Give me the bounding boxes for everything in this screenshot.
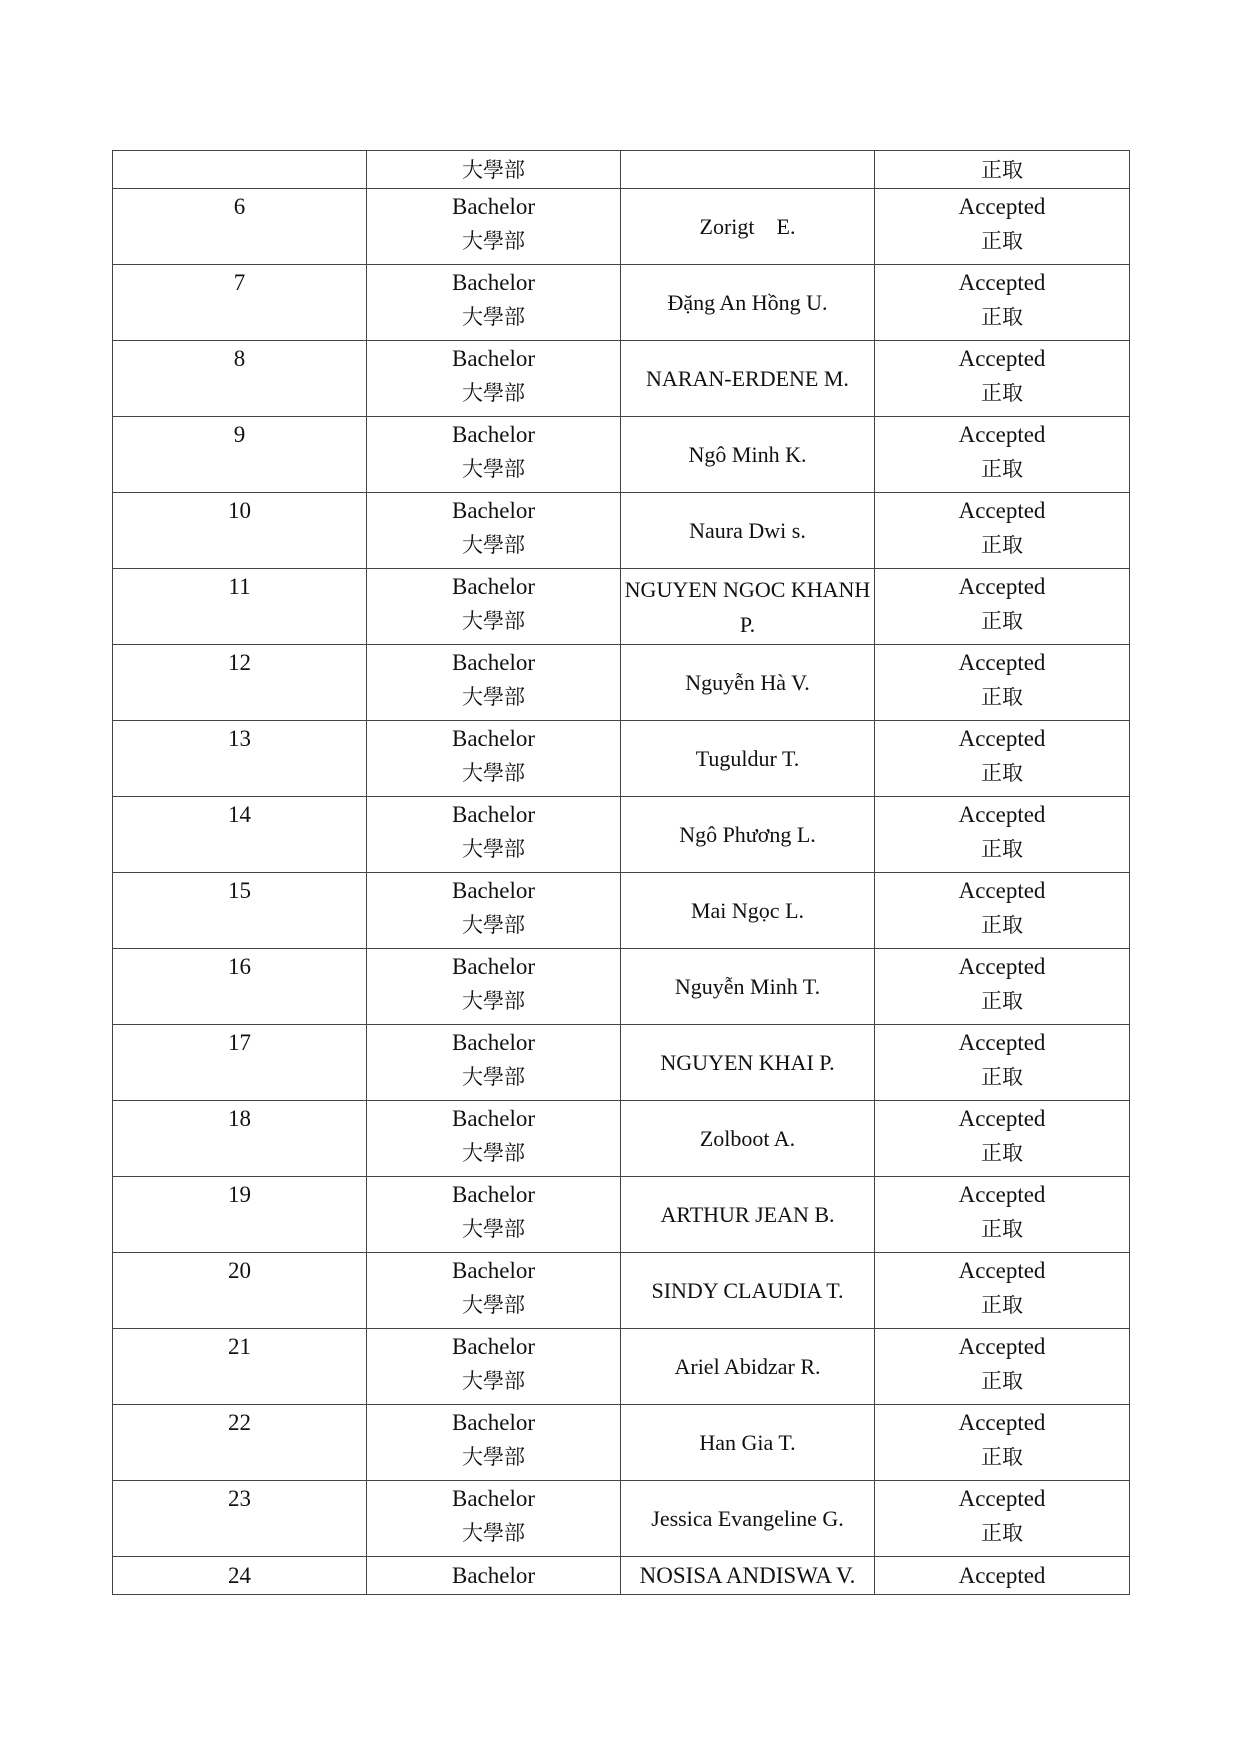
program-cell xyxy=(367,569,621,645)
status-cell xyxy=(875,1557,1130,1595)
applicant-name: Han Gia T. xyxy=(699,1430,796,1455)
table-row xyxy=(113,493,1130,569)
program-cell xyxy=(367,1101,621,1177)
name-cell xyxy=(621,341,875,417)
table-row xyxy=(113,341,1130,417)
program-cell xyxy=(367,1025,621,1101)
program-text: Bachelor xyxy=(451,1030,535,1055)
program-cell xyxy=(367,341,621,417)
results-table-body xyxy=(113,151,1130,1595)
no-cell xyxy=(113,873,367,949)
program-cell xyxy=(367,1557,621,1595)
no-cell xyxy=(113,797,367,873)
status-text: Accepted xyxy=(958,346,1046,371)
status-cell xyxy=(875,949,1130,1025)
program-text: Bachelor xyxy=(451,194,535,219)
program-text: Bachelor xyxy=(451,954,535,979)
status-text: Accepted xyxy=(958,954,1046,979)
status-cell xyxy=(875,645,1130,721)
program-cell xyxy=(367,265,621,341)
no-cell xyxy=(113,949,367,1025)
applicant-name: Zorigt E. xyxy=(699,214,796,239)
table-row xyxy=(113,949,1130,1025)
status-zh-text: 正取 xyxy=(981,609,1023,633)
no-cell xyxy=(113,341,367,417)
status-text: Accepted xyxy=(958,1563,1046,1588)
program-cell xyxy=(367,873,621,949)
program-zh-text: 大學部 xyxy=(462,533,525,557)
name-cell xyxy=(621,151,875,189)
applicant-name: Ariel Abidzar R. xyxy=(674,1354,821,1379)
program-text: Bachelor xyxy=(451,1334,535,1359)
status-zh-text: 正取 xyxy=(981,305,1023,329)
status-zh-text: 正取 xyxy=(981,1217,1023,1241)
applicant-name: Zolboot A. xyxy=(699,1126,796,1151)
status-zh-text: 正取 xyxy=(981,1521,1023,1545)
status-cell xyxy=(875,1405,1130,1481)
table-row xyxy=(113,569,1130,645)
name-cell xyxy=(621,1405,875,1481)
program-cell xyxy=(367,151,621,189)
table-row xyxy=(113,1329,1130,1405)
name-cell xyxy=(621,1329,875,1405)
table-row xyxy=(113,873,1130,949)
no-cell xyxy=(113,1253,367,1329)
status-text: Accepted xyxy=(958,574,1046,599)
name-cell xyxy=(621,873,875,949)
table-row xyxy=(113,1177,1130,1253)
program-zh-text: 大學部 xyxy=(462,1065,525,1089)
status-zh-text: 正取 xyxy=(981,533,1023,557)
status-text: Accepted xyxy=(958,1334,1046,1359)
program-zh-text: 大學部 xyxy=(462,229,525,253)
name-cell xyxy=(621,721,875,797)
program-cell xyxy=(367,721,621,797)
table-row xyxy=(113,417,1130,493)
table-row xyxy=(113,1025,1130,1101)
program-text: Bachelor xyxy=(451,574,535,599)
name-cell xyxy=(621,797,875,873)
row-number: 6 xyxy=(233,194,246,219)
row-number: 12 xyxy=(228,650,251,675)
program-text: Bachelor xyxy=(451,802,535,827)
no-cell xyxy=(113,265,367,341)
program-cell xyxy=(367,417,621,493)
name-cell xyxy=(621,645,875,721)
name-cell xyxy=(621,189,875,265)
applicant-name: Ngô Phương L. xyxy=(679,822,816,847)
program-zh-text: 大學部 xyxy=(462,1445,525,1469)
program-cell xyxy=(367,1177,621,1253)
program-zh-text: 大學部 xyxy=(462,1293,525,1317)
no-cell xyxy=(113,151,367,189)
program-zh-text: 大學部 xyxy=(462,1217,525,1241)
status-text: Accepted xyxy=(958,498,1046,523)
status-cell xyxy=(875,873,1130,949)
status-cell xyxy=(875,417,1130,493)
status-zh-text: 正取 xyxy=(981,1065,1023,1089)
status-zh-text: 正取 xyxy=(981,913,1023,937)
name-cell xyxy=(621,1177,875,1253)
status-text: Accepted xyxy=(958,1258,1046,1283)
status-zh-text: 正取 xyxy=(981,685,1023,709)
status-text: Accepted xyxy=(958,726,1046,751)
status-cell xyxy=(875,1101,1130,1177)
applicant-name: Tuguldur T. xyxy=(695,746,800,771)
name-cell xyxy=(621,1557,875,1595)
no-cell xyxy=(113,1481,367,1557)
name-cell xyxy=(621,1253,875,1329)
table-row-continued xyxy=(113,151,1130,189)
row-number: 10 xyxy=(228,498,251,523)
table-row xyxy=(113,189,1130,265)
applicant-name: NARAN-ERDENE M. xyxy=(646,366,849,391)
status-zh-text: 正取 xyxy=(981,761,1023,785)
program-text: Bachelor xyxy=(451,1486,535,1511)
row-number: 11 xyxy=(228,574,251,599)
row-number: 17 xyxy=(228,1030,251,1055)
applicant-name: NGUYEN KHAI P. xyxy=(660,1050,835,1075)
applicant-name: Ngô Minh K. xyxy=(688,442,807,467)
status-cell xyxy=(875,1025,1130,1101)
status-zh-text: 正取 xyxy=(981,1445,1023,1469)
status-text: Accepted xyxy=(958,1030,1046,1055)
table-row xyxy=(113,645,1130,721)
program-zh-text: 大學部 xyxy=(462,761,525,785)
no-cell xyxy=(113,645,367,721)
program-cell xyxy=(367,493,621,569)
program-text: Bachelor xyxy=(451,650,535,675)
status-text: Accepted xyxy=(958,650,1046,675)
applicant-name: ARTHUR JEAN B. xyxy=(660,1202,835,1227)
row-number: 21 xyxy=(228,1334,251,1359)
program-zh-text: 大學部 xyxy=(462,1369,525,1393)
no-cell xyxy=(113,1405,367,1481)
status-text: Accepted xyxy=(958,1106,1046,1131)
status-zh-text: 正取 xyxy=(981,157,1023,182)
name-cell xyxy=(621,569,875,645)
program-cell xyxy=(367,189,621,265)
applicant-name: Jessica Evangeline G. xyxy=(651,1506,844,1531)
row-number: 9 xyxy=(233,422,246,447)
table-row xyxy=(113,1253,1130,1329)
no-cell xyxy=(113,1177,367,1253)
program-zh-text: 大學部 xyxy=(462,305,525,329)
program-zh-text: 大學部 xyxy=(462,685,525,709)
row-number: 24 xyxy=(228,1563,251,1588)
status-zh-text: 正取 xyxy=(981,837,1023,861)
program-text: Bachelor xyxy=(451,422,535,447)
program-text: Bachelor xyxy=(451,1410,535,1435)
status-cell xyxy=(875,1481,1130,1557)
status-cell xyxy=(875,341,1130,417)
row-number: 23 xyxy=(228,1486,251,1511)
status-text: Accepted xyxy=(958,1182,1046,1207)
applicant-name: Đặng An Hồng U. xyxy=(667,290,828,315)
no-cell xyxy=(113,1101,367,1177)
table-row xyxy=(113,1405,1130,1481)
name-cell xyxy=(621,949,875,1025)
status-cell xyxy=(875,569,1130,645)
applicant-name: NOSISA ANDISWA V. xyxy=(639,1563,856,1588)
program-cell xyxy=(367,1405,621,1481)
row-number: 15 xyxy=(228,878,251,903)
status-zh-text: 正取 xyxy=(981,381,1023,405)
program-text: Bachelor xyxy=(451,878,535,903)
row-number: 16 xyxy=(228,954,251,979)
no-cell xyxy=(113,1329,367,1405)
table-row xyxy=(113,265,1130,341)
program-zh-text: 大學部 xyxy=(462,609,525,633)
table-row xyxy=(113,797,1130,873)
status-zh-text: 正取 xyxy=(981,989,1023,1013)
status-cell xyxy=(875,1253,1130,1329)
status-cell xyxy=(875,151,1130,189)
status-zh-text: 正取 xyxy=(981,457,1023,481)
program-cell xyxy=(367,1329,621,1405)
program-zh-text: 大學部 xyxy=(462,989,525,1013)
no-cell xyxy=(113,569,367,645)
program-zh-text: 大學部 xyxy=(462,837,525,861)
row-number: 20 xyxy=(228,1258,251,1283)
program-cell xyxy=(367,1481,621,1557)
program-cell xyxy=(367,1253,621,1329)
status-cell xyxy=(875,189,1130,265)
no-cell xyxy=(113,721,367,797)
applicant-name: Nguyễn Minh T. xyxy=(674,974,821,999)
program-zh-text: 大學部 xyxy=(462,457,525,481)
program-text: Bachelor xyxy=(451,270,535,295)
name-cell xyxy=(621,265,875,341)
name-cell xyxy=(621,493,875,569)
status-cell xyxy=(875,721,1130,797)
program-zh-text: 大學部 xyxy=(462,1141,525,1165)
row-number: 14 xyxy=(228,802,251,827)
applicant-name: Nguyễn Hà V. xyxy=(685,670,810,695)
row-number: 13 xyxy=(228,726,251,751)
program-zh-text: 大學部 xyxy=(462,381,525,405)
no-cell xyxy=(113,1557,367,1595)
program-zh-text: 大學部 xyxy=(462,1521,525,1545)
status-text: Accepted xyxy=(958,194,1046,219)
status-zh-text: 正取 xyxy=(981,229,1023,253)
name-cell xyxy=(621,417,875,493)
row-number: 19 xyxy=(228,1182,251,1207)
status-text: Accepted xyxy=(958,1486,1046,1511)
name-cell xyxy=(621,1481,875,1557)
program-cell xyxy=(367,645,621,721)
status-cell xyxy=(875,493,1130,569)
status-zh-text: 正取 xyxy=(981,1141,1023,1165)
status-text: Accepted xyxy=(958,1410,1046,1435)
program-text: Bachelor xyxy=(451,726,535,751)
program-text: Bachelor xyxy=(451,1106,535,1131)
program-zh-text: 大學部 xyxy=(462,913,525,937)
table-row xyxy=(113,721,1130,797)
status-cell xyxy=(875,1177,1130,1253)
program-text: Bachelor xyxy=(451,346,535,371)
row-number: 8 xyxy=(233,346,246,371)
program-zh-text: 大學部 xyxy=(462,157,525,182)
row-number: 7 xyxy=(233,270,246,295)
status-text: Accepted xyxy=(958,802,1046,827)
program-cell xyxy=(367,797,621,873)
table-row xyxy=(113,1101,1130,1177)
applicant-name: SINDY CLAUDIA T. xyxy=(651,1278,844,1303)
status-zh-text: 正取 xyxy=(981,1369,1023,1393)
applicant-name: Naura Dwi s. xyxy=(689,518,806,543)
table-row-last xyxy=(113,1557,1130,1595)
status-cell xyxy=(875,265,1130,341)
program-text: Bachelor xyxy=(451,498,535,523)
program-text: Bachelor xyxy=(451,1182,535,1207)
name-cell xyxy=(621,1101,875,1177)
status-text: Accepted xyxy=(958,878,1046,903)
applicant-name: Mai Ngọc L. xyxy=(690,898,805,923)
program-cell xyxy=(367,949,621,1025)
no-cell xyxy=(113,417,367,493)
program-text: Bachelor xyxy=(451,1563,535,1588)
no-cell xyxy=(113,493,367,569)
name-cell xyxy=(621,1025,875,1101)
program-text: Bachelor xyxy=(451,1258,535,1283)
applicant-name: NGUYEN NGOC KHANH P. xyxy=(624,576,871,637)
no-cell xyxy=(113,1025,367,1101)
status-zh-text: 正取 xyxy=(981,1293,1023,1317)
row-number: 22 xyxy=(228,1410,251,1435)
status-text: Accepted xyxy=(958,270,1046,295)
no-cell xyxy=(113,189,367,265)
status-text: Accepted xyxy=(958,422,1046,447)
row-number: 18 xyxy=(228,1106,251,1131)
table-row xyxy=(113,1481,1130,1557)
admission-results-table xyxy=(112,150,1130,1595)
status-cell xyxy=(875,1329,1130,1405)
status-cell xyxy=(875,797,1130,873)
